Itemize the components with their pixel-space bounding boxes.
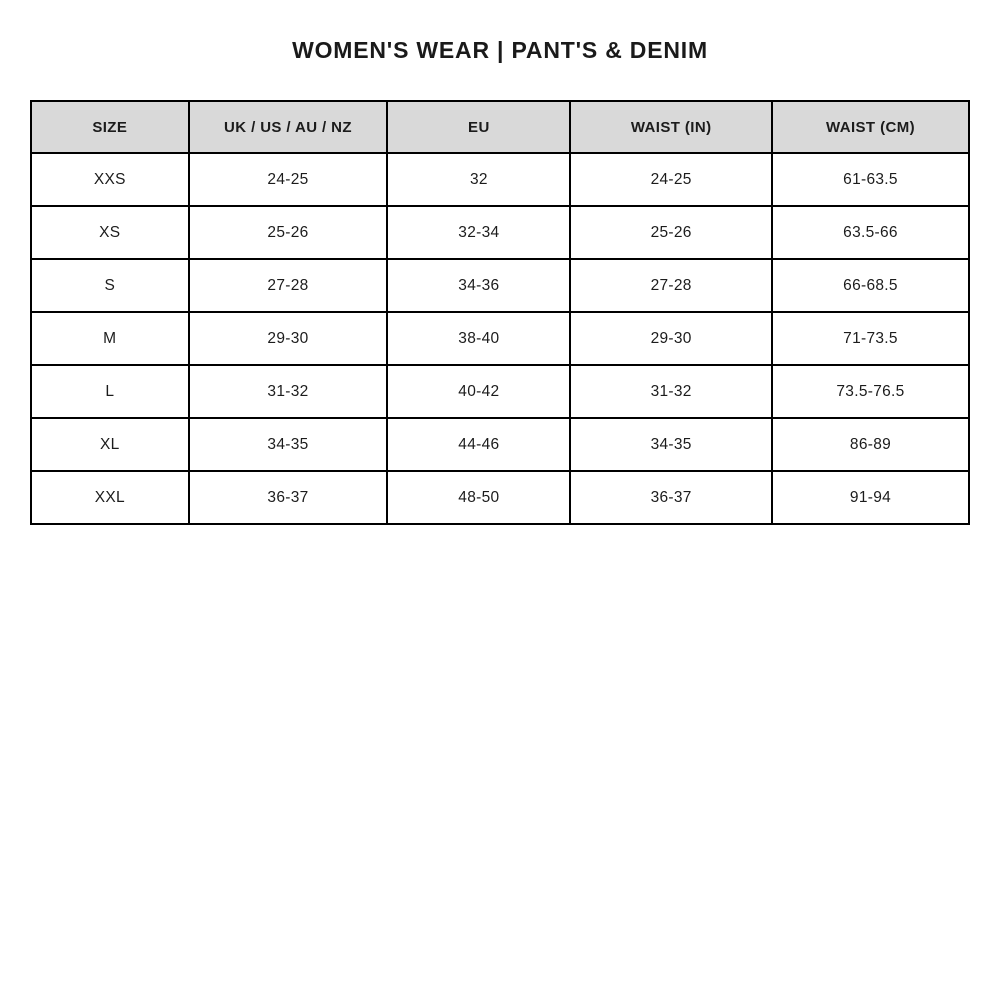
cell-size: M xyxy=(31,312,189,365)
cell-waist-in: 25-26 xyxy=(570,206,772,259)
cell-uk-us-au-nz: 31-32 xyxy=(189,365,388,418)
cell-waist-cm: 66-68.5 xyxy=(772,259,969,312)
cell-eu: 38-40 xyxy=(387,312,570,365)
cell-size: XS xyxy=(31,206,189,259)
cell-eu: 34-36 xyxy=(387,259,570,312)
table-row-m xyxy=(31,312,969,365)
cell-eu: 44-46 xyxy=(387,418,570,471)
cell-waist-cm: 61-63.5 xyxy=(772,153,969,206)
cell-waist-in: 29-30 xyxy=(570,312,772,365)
cell-waist-cm: 86-89 xyxy=(772,418,969,471)
cell-uk-us-au-nz: 24-25 xyxy=(189,153,388,206)
cell-waist-cm: 63.5-66 xyxy=(772,206,969,259)
cell-size: XL xyxy=(31,418,189,471)
cell-waist-in: 27-28 xyxy=(570,259,772,312)
cell-waist-in: 24-25 xyxy=(570,153,772,206)
column-header-eu: EU xyxy=(387,101,570,153)
cell-waist-in: 31-32 xyxy=(570,365,772,418)
column-header-waist-cm: WAIST (CM) xyxy=(772,101,969,153)
cell-eu: 32-34 xyxy=(387,206,570,259)
table-row-l xyxy=(31,365,969,418)
cell-size: L xyxy=(31,365,189,418)
cell-uk-us-au-nz: 29-30 xyxy=(189,312,388,365)
cell-eu: 32 xyxy=(387,153,570,206)
cell-waist-cm: 91-94 xyxy=(772,471,969,524)
table-header-row xyxy=(31,101,969,153)
cell-eu: 48-50 xyxy=(387,471,570,524)
cell-waist-cm: 71-73.5 xyxy=(772,312,969,365)
cell-size: XXL xyxy=(31,471,189,524)
column-header-uk-us-au-nz: UK / US / AU / NZ xyxy=(189,101,388,153)
cell-waist-in: 36-37 xyxy=(570,471,772,524)
column-header-waist-in: WAIST (IN) xyxy=(570,101,772,153)
table-row-xs xyxy=(31,206,969,259)
cell-uk-us-au-nz: 25-26 xyxy=(189,206,388,259)
cell-eu: 40-42 xyxy=(387,365,570,418)
cell-size: XXS xyxy=(31,153,189,206)
table-row-xl xyxy=(31,418,969,471)
cell-uk-us-au-nz: 36-37 xyxy=(189,471,388,524)
table-row-xxl xyxy=(31,471,969,524)
table-row-s xyxy=(31,259,969,312)
cell-size: S xyxy=(31,259,189,312)
size-chart-table xyxy=(30,100,970,525)
cell-uk-us-au-nz: 34-35 xyxy=(189,418,388,471)
column-header-size: SIZE xyxy=(31,101,189,153)
cell-waist-in: 34-35 xyxy=(570,418,772,471)
cell-waist-cm: 73.5-76.5 xyxy=(772,365,969,418)
page-title: WOMEN'S WEAR | PANT'S & DENIM xyxy=(292,37,708,63)
table-row-xxs xyxy=(31,153,969,206)
cell-uk-us-au-nz: 27-28 xyxy=(189,259,388,312)
